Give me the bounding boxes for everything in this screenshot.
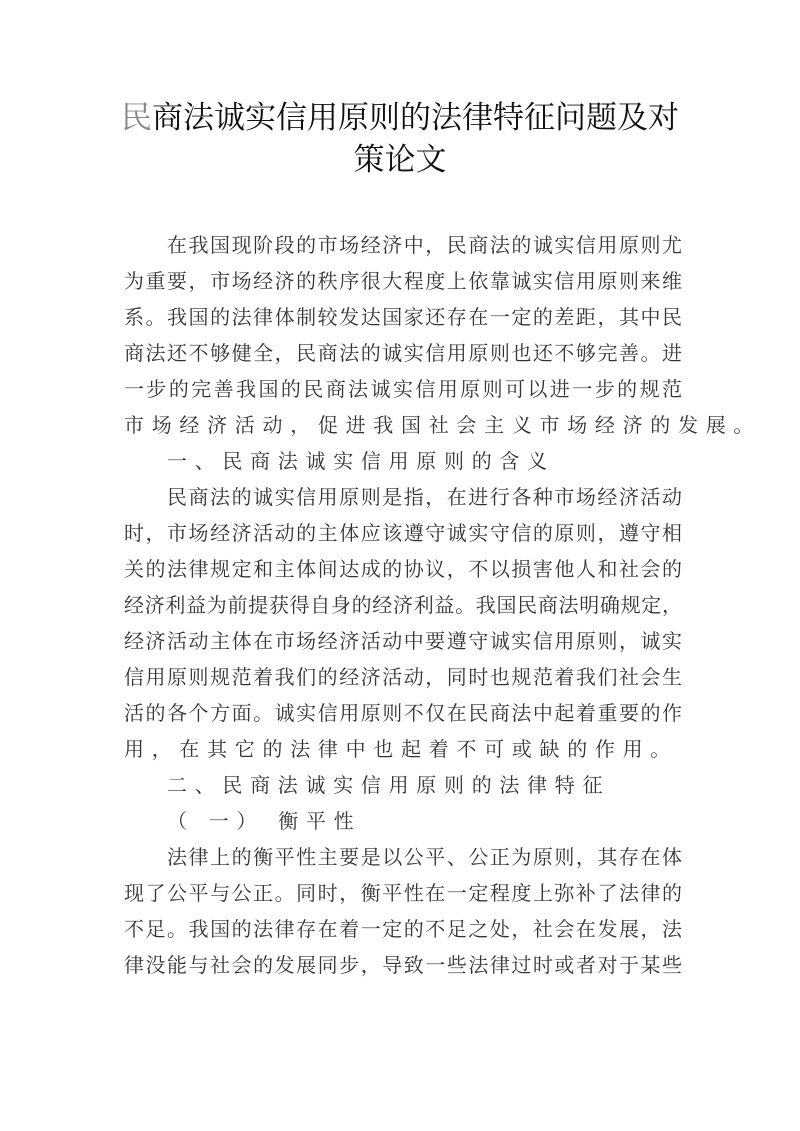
section-heading: [124, 443, 682, 479]
text-line: 用，在其它的法律中也起着不可或缺的作用。: [124, 737, 678, 761]
section-heading: [124, 767, 682, 803]
text-line: 经济利益为前提获得自身的经济利益。我国民商法明确规定，: [124, 593, 682, 617]
title-line1: 商法诚实信用原则的法律特征问题及对: [152, 100, 679, 136]
text-line: 不足。我国的法律存在着一定的不足之处，社会在发展，法: [124, 917, 682, 941]
paragraph: [124, 227, 762, 443]
text-line: 关的法律规定和主体间达成的协议，不以损害他人和社会的: [124, 557, 682, 581]
text-line: 经济活动主体在市场经济活动中要遵守诚实信用原则，诚实: [124, 629, 682, 653]
text-line: 系。我国的法律体制较发达国家还存在一定的差距，其中民: [124, 305, 682, 329]
section-heading: [124, 803, 682, 839]
text-line: 二、民商法诚实信用原则的法律特征: [167, 773, 611, 797]
text-line: 为重要，市场经济的秩序很大程度上依靠诚实信用原则来维: [124, 269, 682, 293]
text-line: 活的各个方面。诚实信用原则不仅在民商法中起着重要的作: [124, 701, 682, 725]
paragraph: [124, 479, 682, 767]
text-line: 一、民商法诚实信用原则的含义: [167, 449, 555, 473]
text-line: （ 一） 衡平性: [167, 809, 362, 833]
text-line: 信用原则规范着我们的经济活动，同时也规范着我们社会生: [124, 665, 682, 689]
text-line: 现了公平与公正。同时，衡平性在一定程度上弥补了法律的: [124, 881, 682, 905]
text-line: 一步的完善我国的民商法诚实信用原则可以进一步的规范: [124, 377, 682, 401]
text-line: 商法还不够健全，民商法的诚实信用原则也还不够完善。进: [124, 341, 682, 365]
document-title: [100, 97, 700, 139]
text-line: 市场经济活动，促进我国社会主义市场经济的发展。: [124, 413, 762, 437]
document-body: [124, 227, 762, 983]
title-first-char: 民: [121, 100, 152, 136]
text-line: 法律上的衡平性主要是以公平、公正为原则，其存在体: [167, 845, 682, 869]
text-line: 民商法的诚实信用原则是指，在进行各种市场经济活动: [167, 485, 682, 509]
text-line: 律没能与社会的发展同步，导致一些法律过时或者对于某些: [124, 953, 682, 977]
paragraph: [124, 839, 682, 983]
text-line: 在我国现阶段的市场经济中，民商法的诚实信用原则尤: [167, 233, 682, 257]
document-title-line2: 策论文: [353, 142, 447, 178]
text-line: 时，市场经济活动的主体应该遵守诚实守信的原则，遵守相: [124, 521, 682, 545]
